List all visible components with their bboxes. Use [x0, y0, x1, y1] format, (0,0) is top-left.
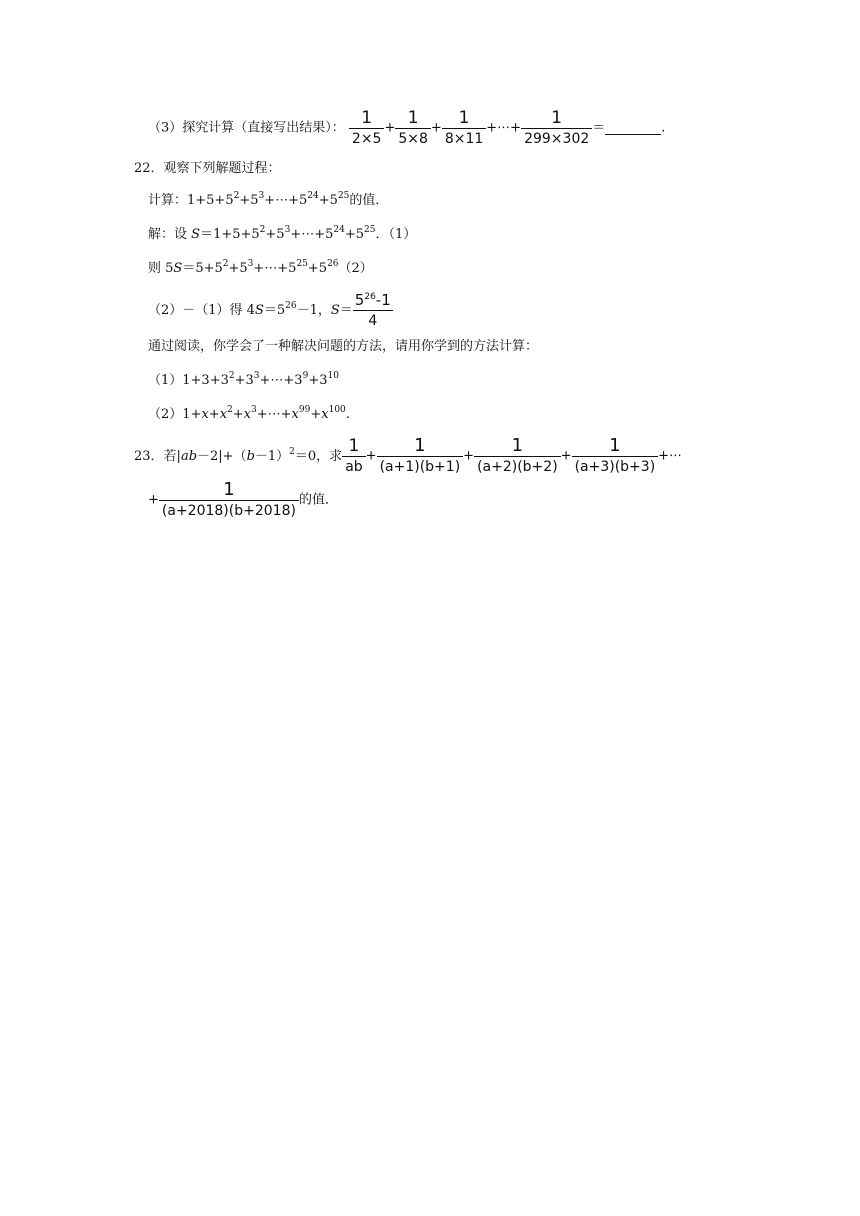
q22-then-line: 则 $5S=5+5^2+5^3+\cdots+5^{25}+5^{26}(2)$ [148, 259, 373, 276]
q21-fraction-1: $\frac{1}{2\times 5}$ [349, 108, 385, 148]
q23-fraction-3: $\frac{1}{(a+2)(b+2)}$ [474, 436, 561, 476]
q22-solution-line: 解：设 $S=1+5+5^2+5^3+\cdots+5^{24}+5^{25}$．（1） [148, 225, 417, 242]
q22-s-fraction: $\frac{5^{26}-1}{4}$ [354, 291, 391, 329]
q23-line-1: 23．若$|ab-2|+(b-1)^2=0$，求 $\frac{1}{ab}$ + $\frac{1}{(a+1)(b+1)}$ + $\frac{1}{(a+2)(b+2)}$ + $\frac{1}{(a+3)(b+3)}$ +⋯ [134, 435, 683, 475]
q21-part3-label: （3）探究计算（直接写出结果）： [148, 120, 345, 136]
q23-fraction-2: $\frac{1}{(a+1)(b+1)}$ [377, 436, 464, 476]
q21-fraction-2: $\frac{1}{5\times 8}$ [395, 108, 431, 148]
q21-ellipsis: +⋯+ [486, 120, 522, 136]
q21-fraction-3: $\frac{1}{8\times 11}$ [442, 108, 486, 148]
q21-fraction-4: $\frac{1}{299\times 302}$ [521, 108, 592, 148]
q22-problem-2: $(2)1+x+x^2+x^3+\cdots+x^{99}+x^{100}$. [148, 405, 350, 422]
q23-fraction-1: $\frac{1}{ab}$ [342, 436, 365, 476]
q22-reading-line: 通过阅读，你学会了一种解决问题的方法，请用你学到的方法计算： [148, 339, 539, 354]
q21-part3-line: （3）探究计算（直接写出结果）： $\frac{1}{2\times 5}$ + $\frac{1}{5\times 8}$ + $\frac{1}{8\times 11}$ +⋯+ $\frac{1}{299\times 302}$ ＝ . [148, 108, 666, 147]
answer-blank [605, 122, 661, 135]
q23-fraction-5: $\frac{1}{(a+2018)(b+2018)}$ [159, 480, 299, 520]
q22-problem-1: $(1)1+3+3^2+3^3+\cdots+3^9+3^{10}$ [148, 371, 339, 388]
q23-fraction-4: $\frac{1}{(a+3)(b+3)}$ [572, 436, 659, 476]
q22-difference-line: （2）－（1）得 $4S=5^{26}-1$，S＝ $\frac{5^{26}-1}{4}$ [148, 291, 391, 329]
q22-title: 22．观察下列解题过程： [134, 161, 281, 176]
q22-calc-line: 计算：$1+5+5^2+5^3+\cdots+5^{24}+5^{25}$的值． [148, 191, 389, 208]
q23-line-2: + $\frac{1}{(a+2018)(b+2018)}$ 的值． [148, 479, 338, 519]
